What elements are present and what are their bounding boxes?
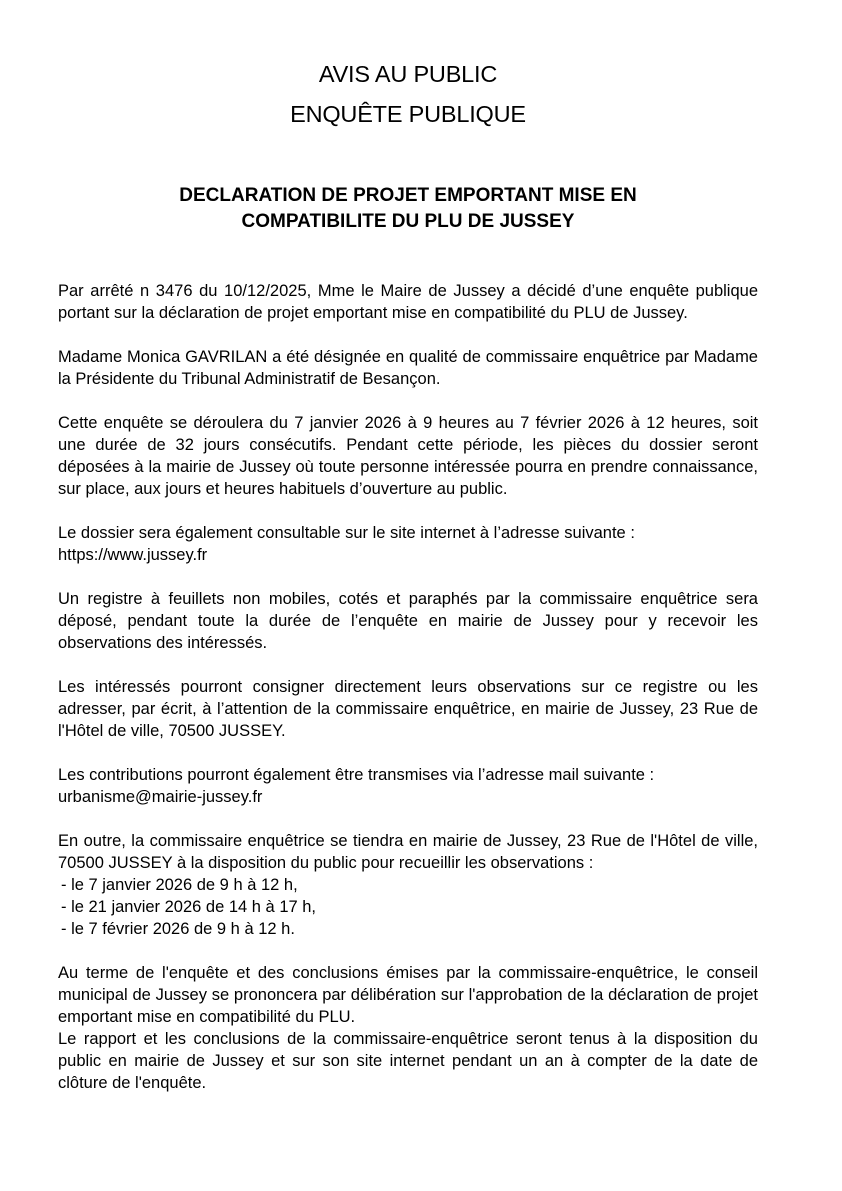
paragraph-conclusions: Au terme de l'enquête et des conclusions émises par la commissaire-enquêtrice, le conseil municipal de Jussey se prononcera par délibération sur l'approbation de la déclaration de projet emportant mise en compatibilité du PLU. [58, 964, 758, 1026]
paragraph-arrete: Par arrêté n 3476 du 10/12/2025, Mme le Maire de Jussey a décidé d’une enquête publique portant sur la déclaration de projet emportant mise en compatibilité du PLU de Jussey. [58, 282, 758, 322]
site-internet-link[interactable]: https://www.jussey.fr [58, 546, 208, 564]
email-address-link[interactable]: urbanisme@mairie-jussey.fr [58, 788, 263, 806]
paragraph-email [58, 764, 758, 808]
notice-body [58, 280, 758, 1094]
subject-line2: COMPATIBILITE DU PLU DE JUSSEY [241, 211, 575, 232]
site-internet-text: Le dossier sera également consultable sur le site internet à l’adresse suivante : [58, 524, 635, 542]
permanence-item-2: - le 21 janvier 2026 de 14 h à 17 h, [61, 898, 317, 916]
paragraph-permanences [58, 830, 758, 940]
permanence-schedule-list [58, 874, 758, 940]
email-text: Les contributions pourront également être transmises via l’adresse mail suivante : [58, 766, 655, 784]
notice-title-line1: AVIS AU PUBLIC [318, 61, 498, 87]
permanence-item-1: - le 7 janvier 2026 de 9 h à 12 h, [61, 876, 298, 894]
notice-page [58, 54, 758, 1116]
project-subject [58, 183, 758, 235]
paragraph-observations: Les intéressés pourront consigner directement leurs observations sur ce registre ou les adresser, par écrit, à l’attention de la commissaire enquêtrice, en mairie de Jussey, 23 Rue de l'Hôtel de ville, 70500 JUSSEY. [58, 678, 758, 740]
paragraph-rapport: Le rapport et les conclusions de la commissaire-enquêtrice seront tenus à la disposition du public en mairie de Jussey et sur son site internet pendant un an à compter de la date de clôture de l'enquête. [58, 1030, 758, 1092]
permanences-intro: En outre, la commissaire enquêtrice se tiendra en mairie de Jussey, 23 Rue de l'Hôtel de ville, 70500 JUSSEY à la disposition du public pour recueillir les observations : [58, 832, 758, 872]
paragraph-registre: Un registre à feuillets non mobiles, cotés et paraphés par la commissaire enquêtrice sera déposé, pendant toute la durée de l’enquête en mairie de Jussey pour y recevoir les observations des intéressés. [58, 590, 758, 652]
notice-title-line2: ENQUÊTE PUBLIQUE [290, 101, 526, 127]
paragraph-commissaire: Madame Monica GAVRILAN a été désignée en qualité de commissaire enquêtrice par Madame la Présidente du Tribunal Administratif de Besançon. [58, 348, 758, 388]
permanence-item-3: - le 7 février 2026 de 9 h à 12 h. [61, 920, 295, 938]
paragraph-duree: Cette enquête se déroulera du 7 janvier 2026 à 9 heures au 7 février 2026 à 12 heures, soit une durée de 32 jours consécutifs. Pendant cette période, les pièces du dossier seront déposées à la mairie de Jussey où toute personne intéressée pourra en prendre connaissance, sur place, aux jours et heures habituels d’ouverture au public. [58, 414, 758, 498]
subject-line1: DECLARATION DE PROJET EMPORTANT MISE EN [179, 185, 637, 206]
paragraph-site-internet [58, 522, 758, 566]
